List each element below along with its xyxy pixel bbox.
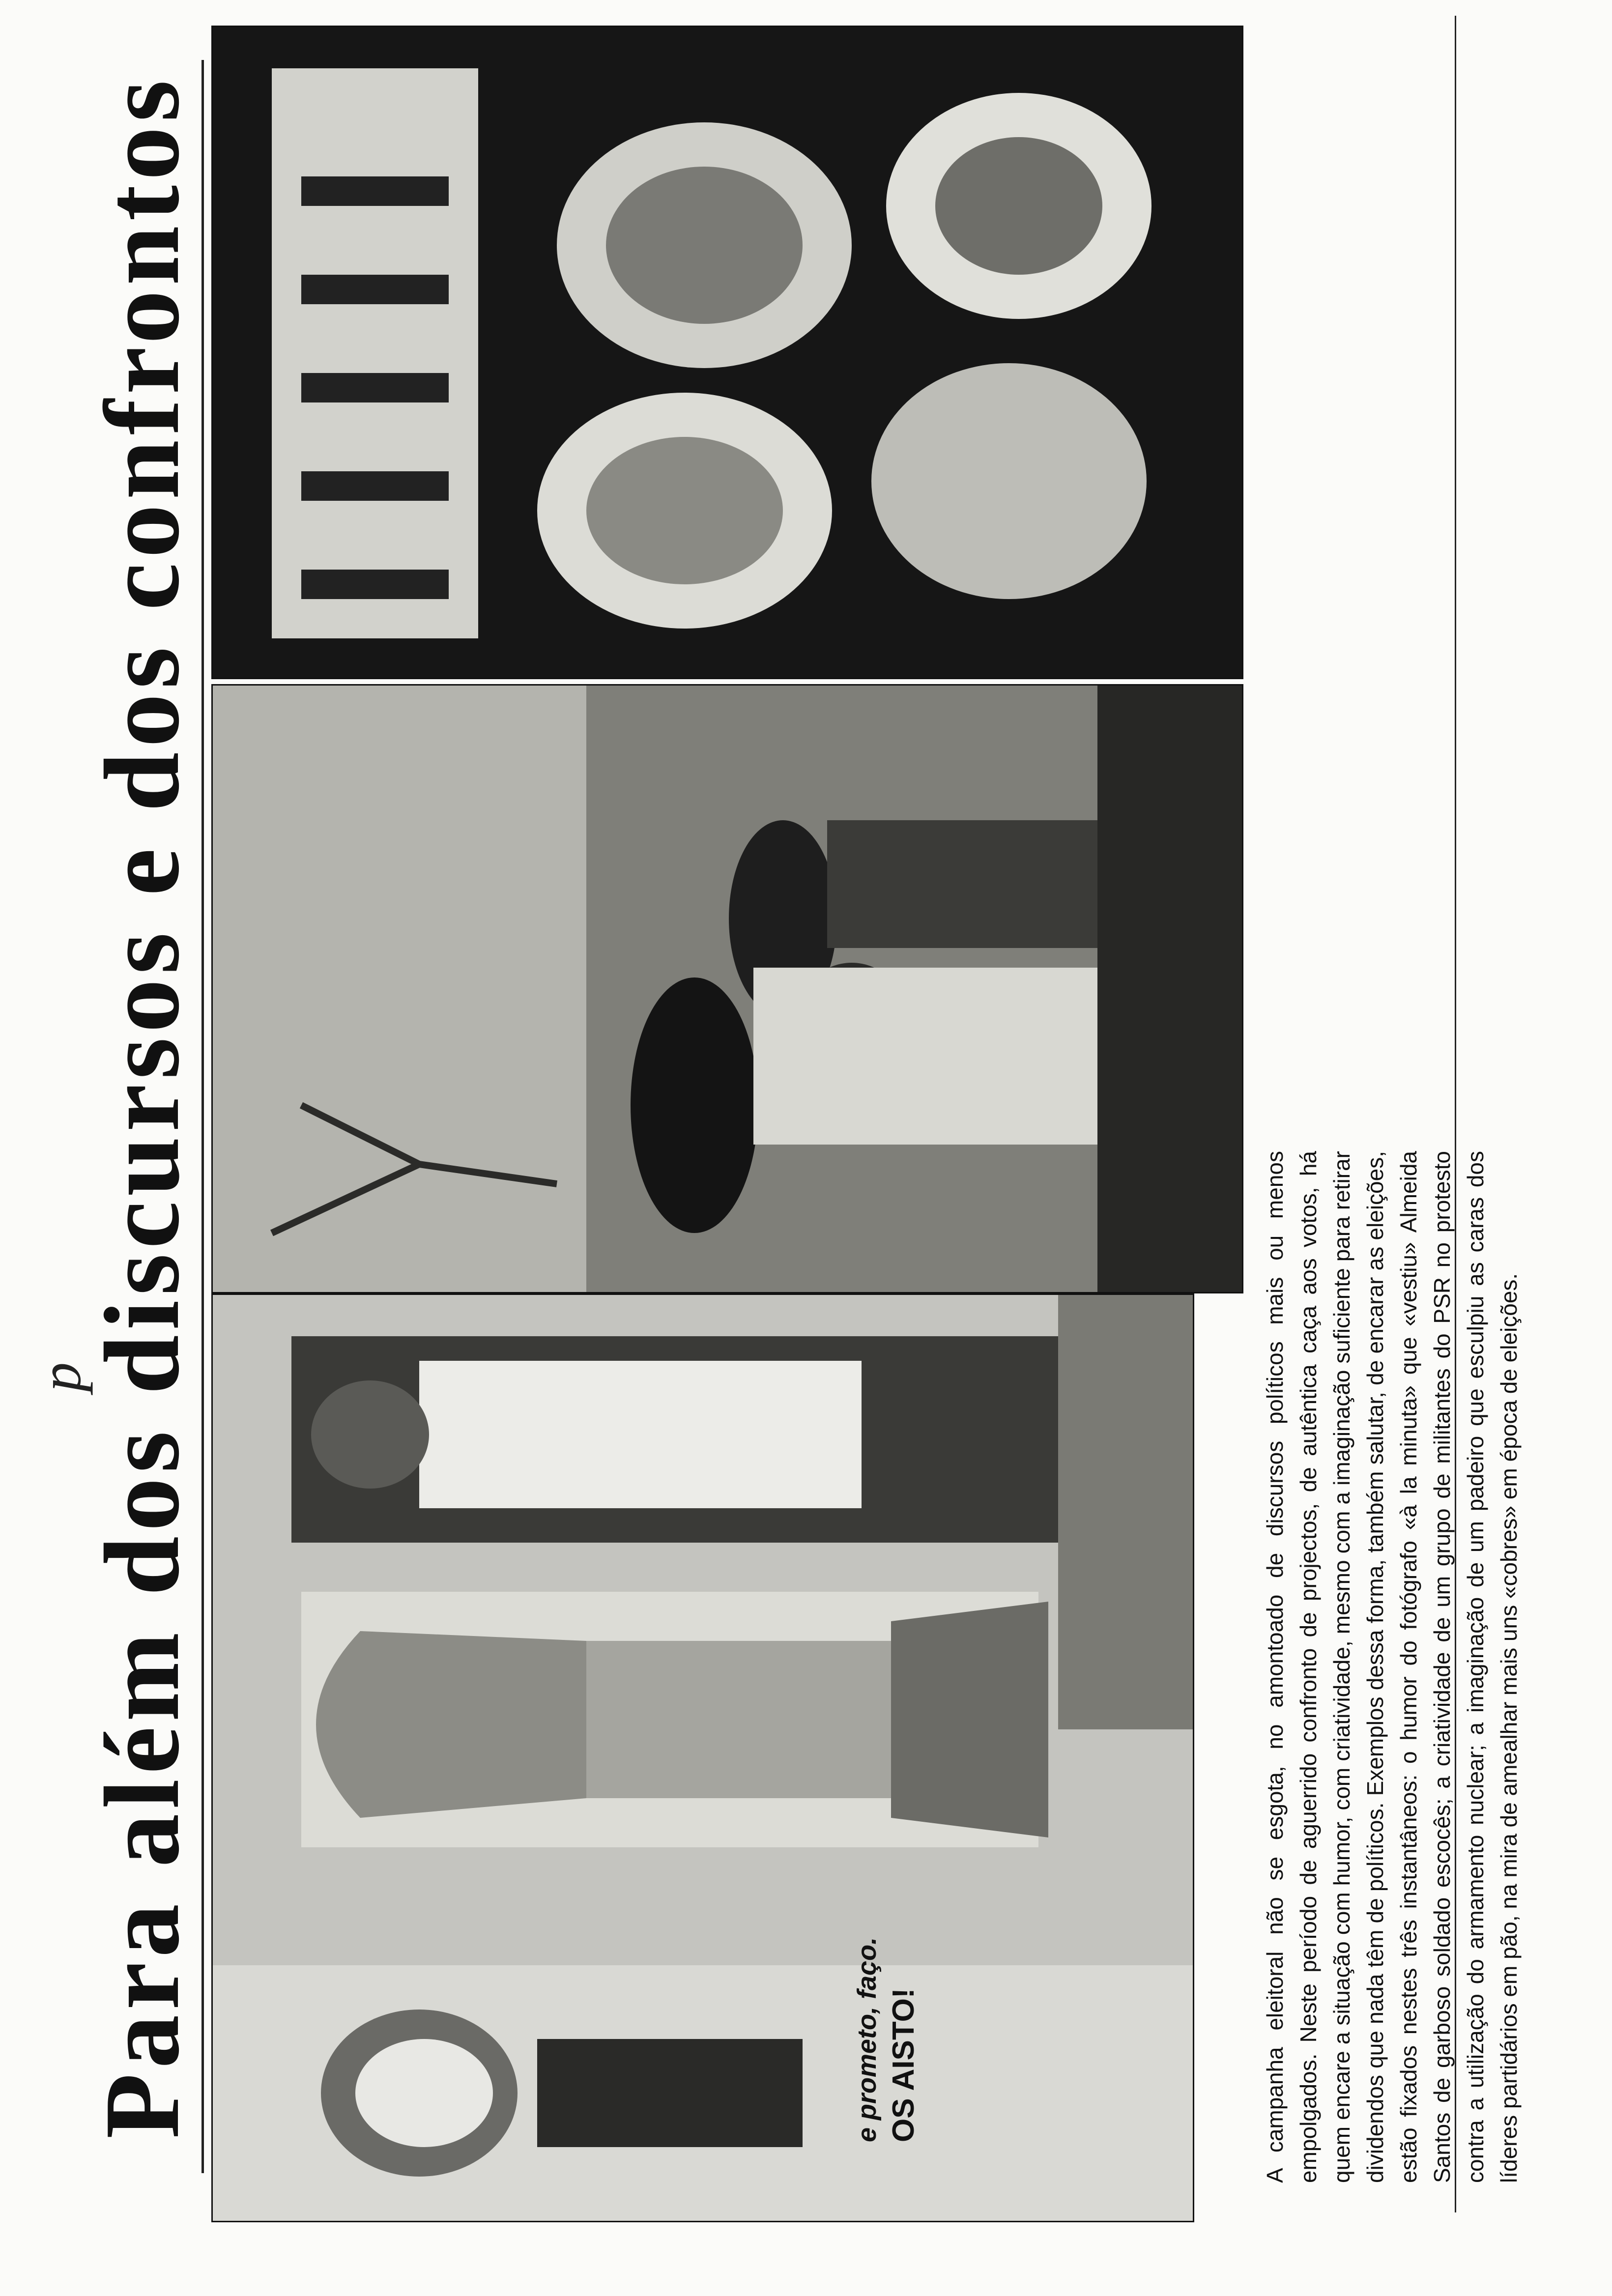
photo-soldier-drawing — [213, 1295, 1193, 2221]
headline-rule — [202, 60, 204, 2173]
article-body-column-2 — [1258, 30, 1445, 1004]
handwritten-correction: p — [28, 1362, 93, 1392]
photo-psr-protest — [211, 684, 1243, 1293]
photo-bread-drawing — [213, 27, 1242, 678]
photo-bread-faces — [211, 26, 1243, 679]
bottom-rule — [1455, 16, 1456, 2212]
article-body-column-1: A campanha eleitoral não se esgota, no amontoado de discursos políticos mais ou menos empolgados. Neste período de aguerrido confronto de projectos, de autêntica caça aos votos, há quem encare a situação com humor, com criatividade, mesmo com a imaginação suficiente para retirar dividendos que nada têm de políticos. Exemplos dessa forma, também salutar, de encarar as eleições, estão fixados nestes três instantâneos: o humor do fotógrafo «à la minuta» que «vestiu» Almeida Santos de garboso soldado escocês; a criatividade de um grupo de militantes do PSR no protesto contra a utilização do armamento nuclear; a imaginação de um padeiro que esculpiu as caras dos líderes partidários em pão, na mira de amealhar mais uns «cobres» em época de eleições. — [1262, 1151, 1522, 2183]
poster-text-line1: e prometo, faço. — [852, 1937, 882, 2142]
photo-soldier-backdrop — [211, 1293, 1194, 2222]
photo-protest-drawing — [213, 686, 1242, 1292]
headline: Para além dos discursos e dos confrontos — [83, 75, 202, 2139]
poster-text-line2: OS AISTO! — [887, 1988, 921, 2142]
